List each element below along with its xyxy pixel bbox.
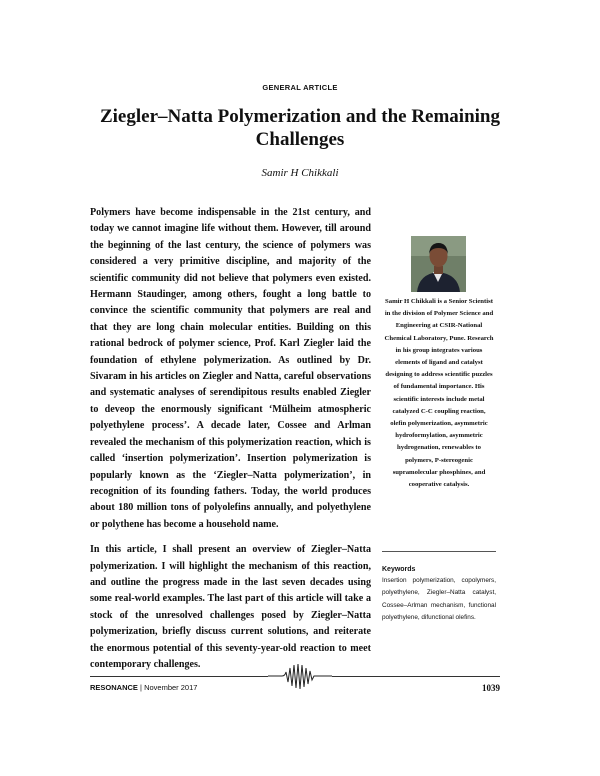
- paragraph: In this article, I shall present an overview of Ziegler–Natta polymerization. I will highlight the mechanism of this reaction, and outline the progress made in the last seven decades using some real-world examples. The last part of this article will take a stock of the unresolved challenges posed by Ziegler–Natta polymerization, briefly discuss current solutions, and reiterate the enormous potential of this seventy-year-old reaction to meet contemporary challenges.: [90, 544, 371, 670]
- waveform-icon: [268, 660, 332, 692]
- portrait-icon: [411, 236, 466, 292]
- page-number: 1039: [482, 683, 500, 693]
- author-bio: Samir H Chikkali is a Senior Scientist in the division of Polymer Science and Engineering at CSIR-National Chemical Laboratory, Pune. Research in his group integrates various elements of ligand and catalyst designing to address scientific puzzles of fundamental importance. His scientific interests include metal catalyzed C-C coupling reaction, olefin polymerization, asymmetric hydroformylation, asymmetric hydrogenation, renewables to polymers, P-stereogenic supramolecular phosphines, and cooperative catalysis.: [384, 298, 494, 489]
- keywords-list: Insertion polymerization, copolymers, polyethylene, Ziegler–Natta catalyst, Cossee–Arlman mechanism, functional polyethylene, difunctional olefins.: [382, 577, 496, 622]
- journal-name: RESONANCE: [90, 683, 138, 692]
- section-label: GENERAL ARTICLE: [262, 83, 338, 92]
- footer-journal: [90, 683, 197, 692]
- author-name: Samir H Chikkali: [261, 167, 339, 179]
- footer-rule-left: [90, 676, 268, 677]
- article-title: Ziegler–Natta Polymerization and the Remaining Challenges: [99, 106, 500, 150]
- author-photo: [411, 236, 466, 292]
- footer-rule-right: [332, 676, 500, 677]
- article-body: [90, 205, 371, 682]
- issue-date: November 2017: [144, 683, 198, 692]
- keywords-heading: Keywords: [382, 566, 416, 573]
- footer-separator: |: [140, 683, 142, 692]
- divider: [382, 551, 496, 552]
- paragraph: Polymers have become indispensable in the 21st century, and today we cannot imagine life without them. However, till around the beginning of the last century, the science of polymers was considered a very primitive discipline, and majority of the scientific community did not believe that polymers even existed. Hermann Staudinger, among others, fought a long battle to convince the scientific community that polymers are real and that they are long chain molecular entities. Building on this rational bedrock of polymer science, Prof. Karl Ziegler laid the foundation of ethylene polymerization. As outlined by Dr. Sivaram in his articles on Ziegler and Natta, careful observations and systematic analyses of serendipitous results enabled Ziegler to deveop the enormously significant ‘Mülheim atmospheric polyethylene process’. A decade later, Cossee and Arlman revealed the mechanism of this polymerization reaction, which is called ‘insertion polymerization’. Insertion polymerization is popularly known as the ‘Ziegler–Natta polymerization’, in recognition of its founding fathers. Today, the world produces about 180 million tons of polyolefins annually, and polyethylene or polythene has become a household name.: [90, 207, 371, 530]
